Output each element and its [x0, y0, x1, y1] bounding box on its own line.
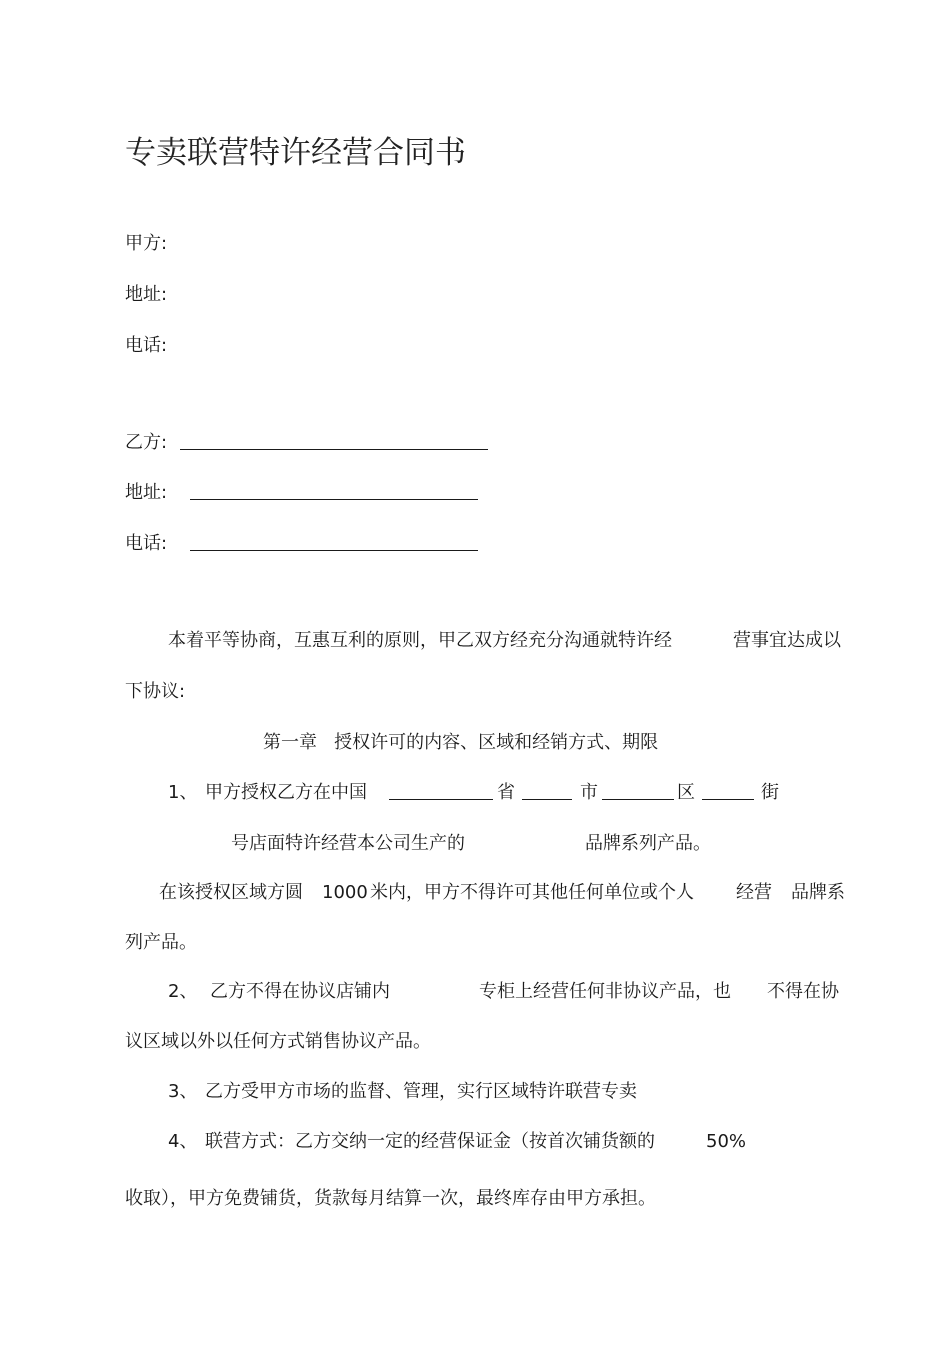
preamble-line2: 下协议: [125, 681, 186, 702]
clause-4-text: 联营方式：乙方交纳一定的经营保证金（按首次铺货额的 [205, 1131, 655, 1152]
preamble-text-cont: 营事宜达成以 [733, 630, 841, 651]
district-label: 区 [677, 782, 695, 803]
clause-1-line3-cont: 米内，甲方不得许可其他任何单位或个人 [370, 882, 694, 903]
clause-4-line2: 收取），甲方免费铺货，货款每月结算一次，最终库存由甲方承担。 [125, 1188, 656, 1209]
preamble-text: 本着平等协商，互惠互利的原则，甲乙双方经充分沟通就特许经 [168, 630, 672, 651]
clause-1-line3: 在该授权区域方圆 [159, 882, 303, 903]
chapter-heading: 第一章 授权许可的内容、区域和经销方式、期限 [263, 732, 659, 753]
party-a-address-label: 地址: [125, 284, 168, 305]
district-blank [602, 781, 674, 800]
clause-1-number: 1、 [168, 782, 198, 803]
party-b-name-blank [180, 431, 488, 450]
party-b-phone-label: 电话: [125, 533, 168, 554]
clause-2-text-cont: 专柜上经营任何非协议产品，也 [479, 981, 731, 1002]
clause-2-text: 乙方不得在协议店铺内 [210, 981, 390, 1002]
clause-1-line3-operate: 经营 [736, 882, 772, 903]
clause-1-line4: 列产品。 [125, 932, 197, 953]
clause-3-text: 乙方受甲方市场的监督、管理，实行区域特许联营专卖 [205, 1081, 637, 1102]
clause-4-number: 4、 [168, 1131, 198, 1152]
clause-2-line2: 议区域以外以任何方式销售协议产品。 [125, 1031, 431, 1052]
province-blank [389, 781, 493, 800]
clause-3-number: 3、 [168, 1081, 198, 1102]
party-a-name-label: 甲方: [125, 233, 168, 254]
clause-4-percent: 50% [706, 1131, 747, 1152]
province-label: 省 [497, 782, 515, 803]
clause-1-line3-brand: 品牌系 [791, 882, 845, 903]
party-a-phone-label: 电话: [125, 335, 168, 356]
street-label: 街 [761, 782, 779, 803]
clause-1-line2-brand: 品牌系列产品。 [585, 833, 711, 854]
clause-2-text-end: 不得在协 [767, 981, 839, 1002]
document-title: 专卖联营特许经营合同书 [125, 135, 466, 171]
clause-2-number: 2、 [168, 981, 198, 1002]
clause-1-line2: 号店面特许经营本公司生产的 [231, 833, 465, 854]
party-b-address-blank [190, 481, 478, 500]
party-b-phone-blank [190, 532, 478, 551]
street-blank [702, 781, 754, 800]
party-b-name-label: 乙方: [125, 432, 168, 453]
city-blank [522, 781, 572, 800]
party-b-address-label: 地址: [125, 482, 168, 503]
clause-1-text: 甲方授权乙方在中国 [205, 782, 367, 803]
city-label: 市 [580, 782, 598, 803]
clause-1-radius: 1000 [322, 882, 368, 903]
